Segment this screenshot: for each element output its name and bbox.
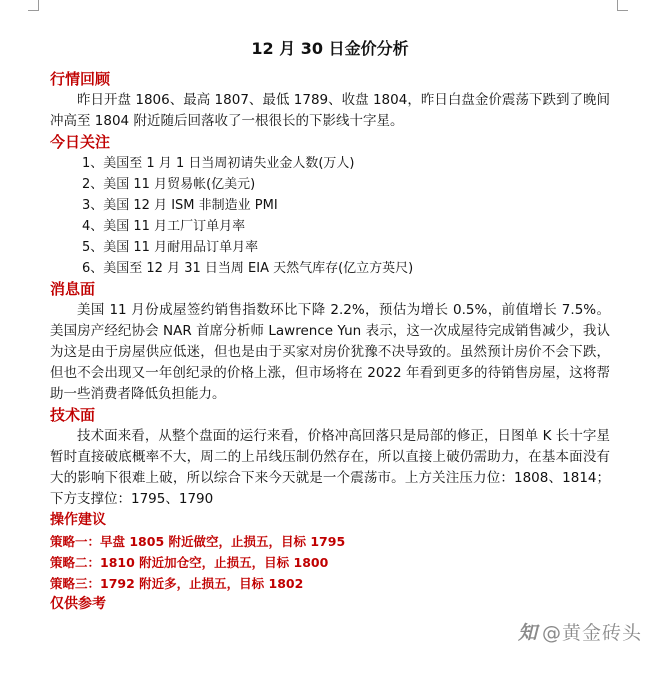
news-heading: 消息面 [50,280,96,298]
technical-text: 技术面来看，从整个盘面的运行来看，价格冲高回落只是局部的修正，日图单 K 长十字星暂时直接破底概率不大，周二的上吊线压制仍然存在，所以直接上破仍需助力，在基本面没有大的影响下很难上破，所以综合下来今天就是一个震荡市。上方关注压力位：1808、1814；下方支撑位：1795、1790 [50,428,610,507]
technical-section [50,405,610,510]
list-item: 2、美国 11 月贸易帐(亿美元) [82,177,256,192]
market-review-section [50,69,610,132]
strategy-line: 策略一：早盘 1805 附近做空，止损五，目标 1795 [50,534,346,549]
advice-heading: 操作建议 [50,512,106,528]
market-review-heading: 行情回顾 [50,70,111,88]
strategy-line: 策略三：1792 附近多，止损五，目标 1802 [50,576,304,591]
today-focus-section [50,132,610,279]
page-corner-mark-right [617,0,628,11]
technical-heading: 技术面 [50,406,96,424]
zhihu-logo-icon: 知 [517,622,538,644]
news-section [50,279,610,405]
strategy-line: 策略二：1810 附近加仓空，止损五，目标 1800 [50,555,329,570]
document-title: 12 月 30 日金价分析 [251,39,409,58]
news-text: 美国 11 月份成屋签约销售指数环比下降 2.2%，预估为增长 0.5%，前值增长 7.5%。美国房产经纪协会 NAR 首席分析师 Lawrence Yun 表示，这一次成屋待完成销售减少，我认为这是由于房屋供应低迷，但也是由于买家对房价犹豫不决导致的。虽然预计房价不会下跌，但也不会出现又一年创纪录的价格上涨，但市场将在 2022 年看到更多的待销售房屋，这将帮助一些消费者降低负担能力。 [50,302,610,402]
list-item: 1、美国至 1 月 1 日当周初请失业金人数(万人) [82,156,355,171]
footer-note: 仅供参考 [50,596,106,612]
today-focus-list [50,153,610,279]
page-corner-mark-left [28,0,39,11]
list-item: 5、美国 11 月耐用品订单月率 [82,240,259,255]
market-review-text: 昨日开盘 1806、最高 1807、最低 1789、收盘 1804，昨日白盘金价震荡下跌到了晚间冲高至 1804 附近随后回落收了一根很长的下影线十字星。 [50,92,610,129]
advice-section [50,510,610,615]
today-focus-heading: 今日关注 [50,133,111,151]
watermark [518,618,642,645]
list-item: 6、美国至 12 月 31 日当周 EIA 天然气库存(亿立方英尺) [82,261,414,276]
document-page [50,28,610,615]
watermark-text: @黄金砖头 [541,622,642,644]
list-item: 3、美国 12 月 ISM 非制造业 PMI [82,198,278,213]
list-item: 4、美国 11 月工厂订单月率 [82,219,246,234]
